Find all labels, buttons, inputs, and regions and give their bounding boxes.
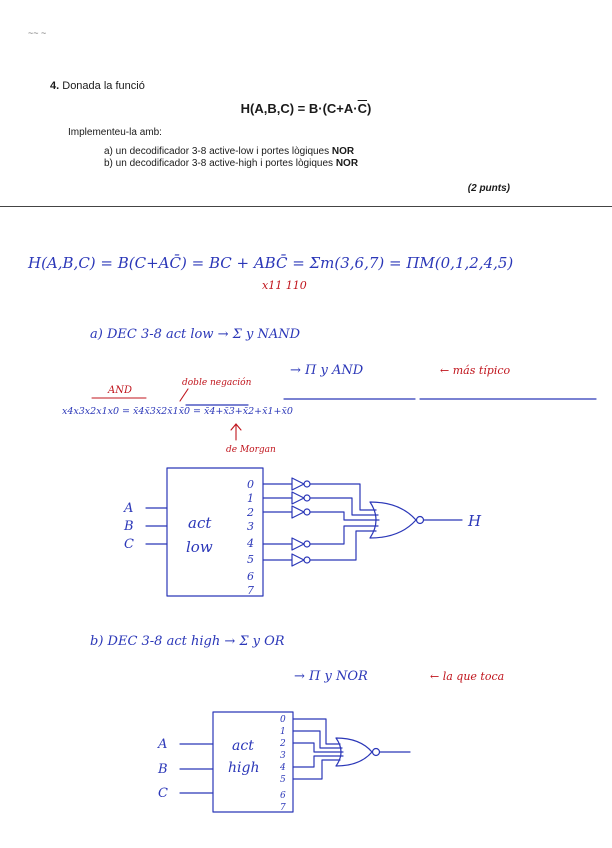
task-item-a: a) un decodificador 3-8 active-low i portes lògiques NOR: [104, 146, 355, 157]
wire: [293, 756, 343, 767]
decoder-b-label-1: act: [232, 738, 254, 754]
decoder-a-output: 7: [247, 584, 254, 597]
formula-overbar: $\overline{C}$: [357, 101, 368, 116]
decoder-a-output: 5: [247, 553, 254, 566]
decoder-a-input-c: C: [124, 537, 134, 552]
part-a-note: ← más típico: [440, 364, 511, 377]
question-number: 4.: [50, 80, 60, 92]
decoder-b-output: 5: [280, 775, 286, 785]
main-equation: H(A,B,C) = B(C+AC̄) = BC + ABC̄ = Σm(3,6,7) = ΠM(0,1,2,4,5): [28, 254, 514, 272]
decoder-a-output: 0: [247, 478, 254, 491]
wire: [310, 484, 376, 510]
buffer-gates: [263, 478, 310, 566]
implement-instruction: Implementeu-la amb:: [68, 127, 162, 138]
decoder-a-output: 2: [247, 506, 254, 519]
demorgan-arrow: [231, 424, 241, 440]
decoder-b-output: 3: [280, 751, 286, 761]
decoder-b-output: 7: [280, 803, 286, 813]
red-arrow: [180, 389, 188, 401]
decoder-b-output: 4: [280, 763, 286, 773]
and-label: AND: [108, 385, 132, 396]
formula-right: ): [367, 101, 372, 116]
decoder-a-input-a: A: [124, 501, 134, 516]
decoder-b-output: 6: [280, 791, 286, 801]
output-h-label: H: [468, 512, 482, 530]
wire: [310, 531, 376, 560]
nor-gate-b-bubble: [373, 749, 380, 756]
decoder-a-input-b: B: [124, 519, 134, 534]
decoder-a-label-2: low: [186, 538, 213, 556]
wire: [310, 526, 378, 544]
part-b-note: ← la que toca: [430, 670, 505, 683]
decoder-a-output: 1: [247, 492, 254, 505]
nor-gate-a-bubble: [417, 517, 424, 524]
decoder-b-input-a: A: [158, 737, 168, 752]
scan-mark: ~~ ~: [28, 28, 47, 38]
decoder-b-input-b: B: [158, 762, 168, 777]
decoder-b-input-c: C: [158, 786, 168, 801]
wire: [293, 760, 340, 779]
formula-left: H(A,B,C) = B·(C+A·: [240, 101, 358, 116]
part-a-line1: a) DEC 3-8 act low → Σ y NAND: [90, 327, 301, 342]
red-note-top: doble negación: [182, 378, 252, 388]
decoder-a-output: 3: [247, 520, 254, 533]
demorgan-note: de Morgan: [226, 445, 276, 455]
wire: [293, 731, 342, 748]
decoder-a-label-1: act: [188, 514, 212, 532]
part-b-line2: → Π y NOR: [294, 669, 368, 684]
part-a-line2: → Π y AND: [290, 363, 364, 378]
task-item-b-bold: NOR: [335, 158, 359, 169]
task-item-b: b) un decodificador 3-8 active-high i portes lògiques NOR: [104, 158, 359, 169]
decoder-b-output: 0: [280, 715, 286, 725]
decoder-b-output: 2: [280, 739, 286, 749]
decoder-a-output: 4: [247, 537, 254, 550]
nor-gate-b: [336, 738, 372, 766]
question-text: Donada la funció: [62, 80, 145, 92]
wire: [310, 512, 379, 520]
part-b-line1: b) DEC 3-8 act high → Σ y OR: [90, 634, 285, 649]
decoder-b-label-2: high: [228, 760, 260, 776]
decoder-b-output: 1: [280, 727, 286, 737]
minterm-codes: x11 110: [262, 279, 307, 292]
nor-expression: x4x3x2x1x0 = x̄4x̄3x̄2x̄1x̄0 = x̄4+x̄3+x̄2+x̄1+x̄0: [62, 406, 293, 417]
points-label: (2 punts): [467, 183, 510, 194]
task-item-a-bold: NOR: [331, 146, 355, 157]
decoder-a-output: 6: [247, 570, 254, 583]
